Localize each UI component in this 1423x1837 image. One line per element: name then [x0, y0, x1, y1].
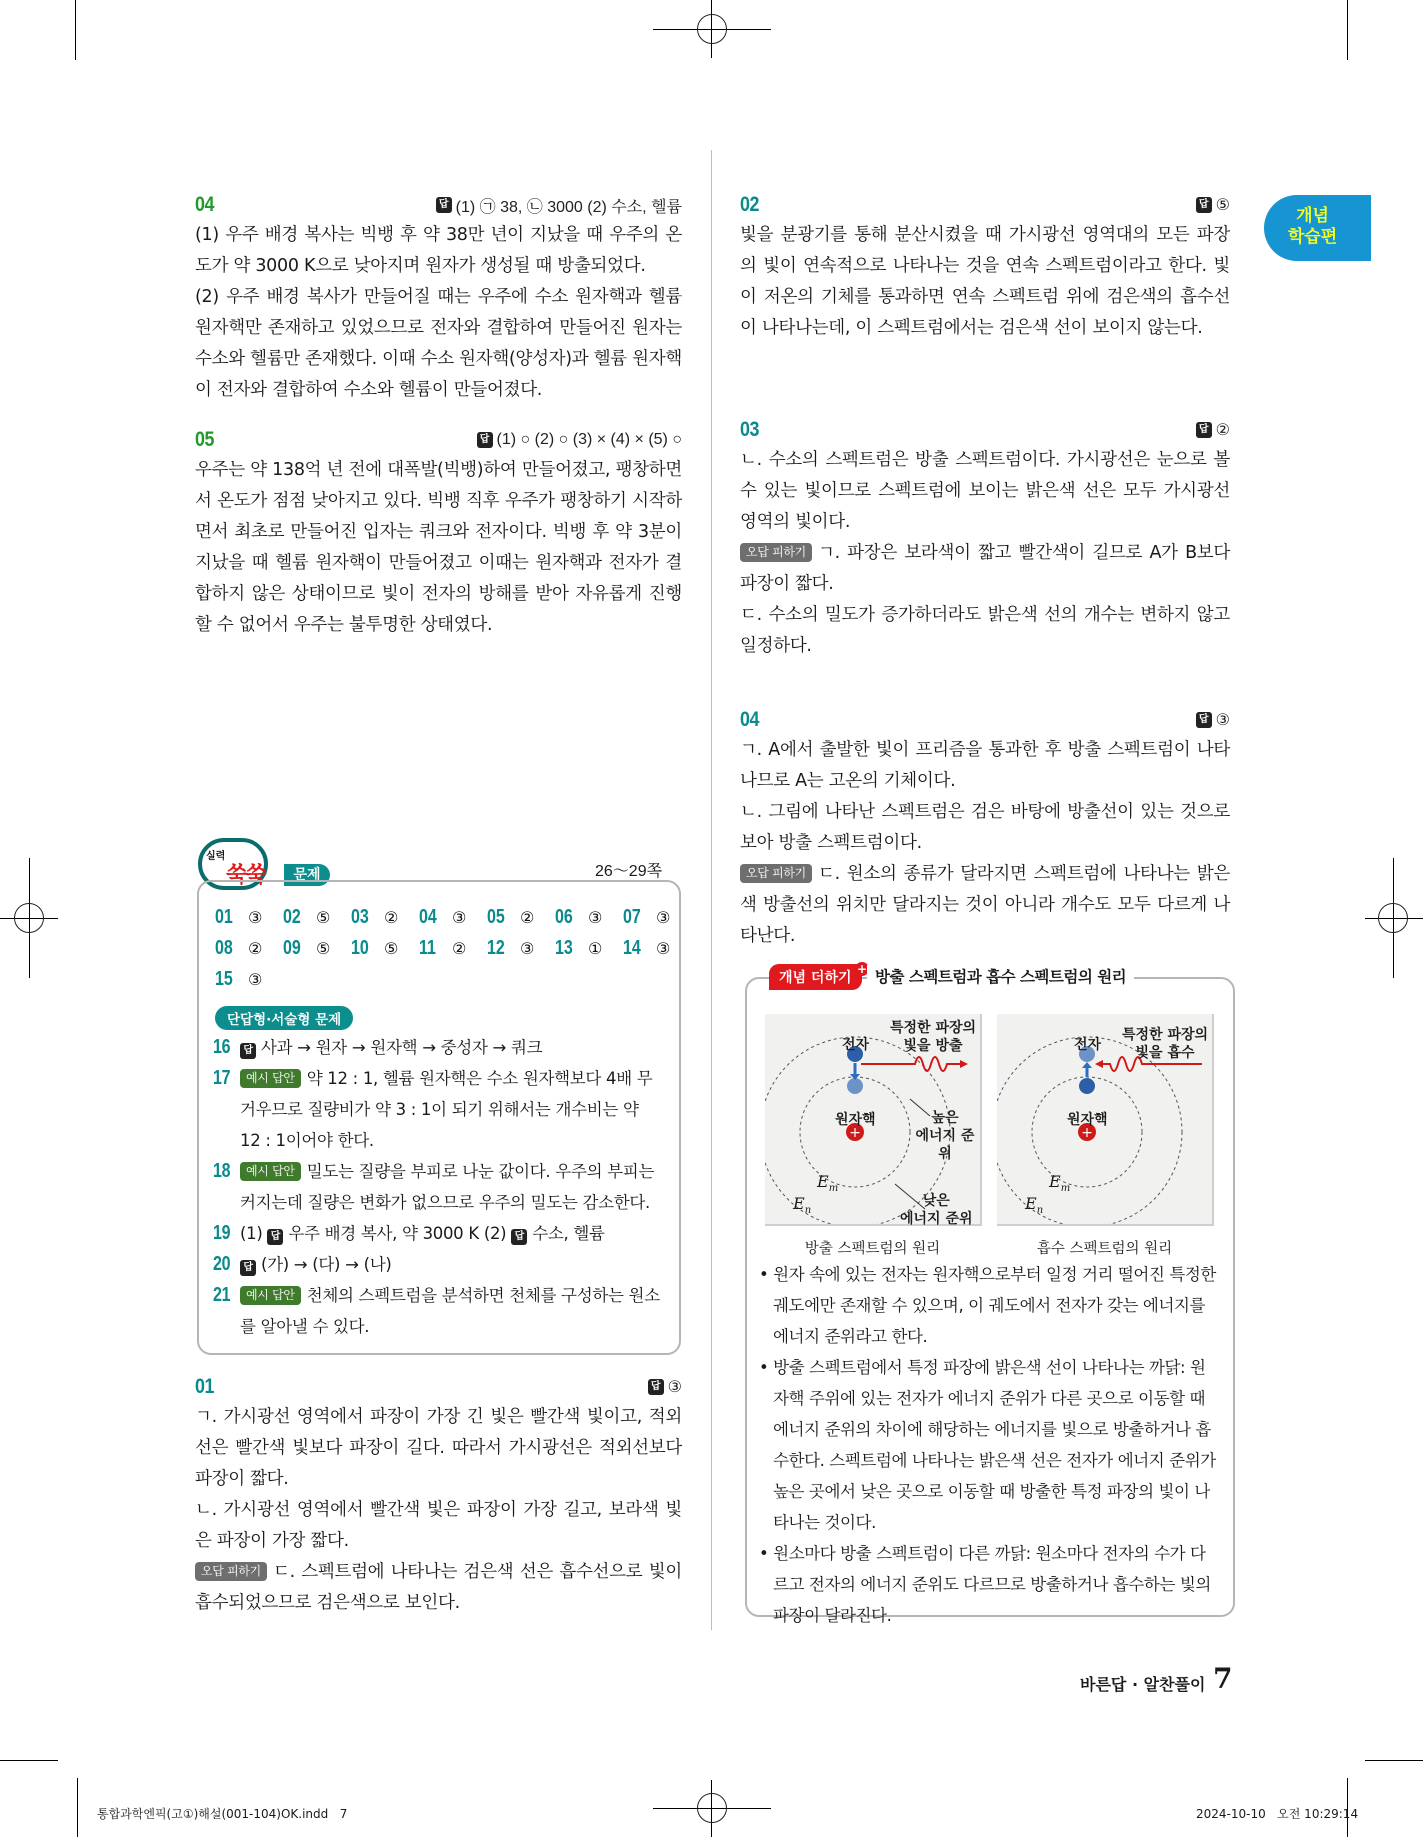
explanation: ㄴ. 그림에 나타난 스펙트럼은 검은 바탕에 방출선이 있는 것으로 보아 방출 스펙트럼이다. [740, 802, 1230, 853]
short-answer-item: 18 예시 답안 밀도는 질량을 부피로 나눈 값이다. 우주의 부피는 커지는데 질량은 변화가 없으므로 우주의 밀도는 감소한다. [213, 1160, 655, 1212]
book-title: 바른답 · 알찬풀이 [1080, 1675, 1206, 1694]
answer-item: 06 ③ [555, 905, 603, 928]
concept-plus-tag: 개념 더하기 [769, 964, 862, 990]
wrong-answer-tag: 오답 피하기 [740, 543, 812, 562]
explanation: ㄱ. A에서 출발한 빛이 프리즘을 통과한 후 방출 스펙트럼이 나타나므로 A는 고온의 기체이다. [740, 740, 1230, 791]
wrong-answer-tag: 오답 피하기 [740, 864, 812, 883]
crop-mark [1347, 0, 1348, 60]
bullet-item: • 방출 스펙트럼에서 특정 파장에 밝은색 선이 나타나는 까닭: 원자핵 주위에 있는 전자가 에너지 준위가 다른 곳으로 이동할 때 에너지 준위의 차이에 해당하는 에너지를 빛으로 방출하거나 흡수한다. 스펙트럼에 나타나는 밝은색 선은 전자가 에너지 준위가 높은 곳에서 낮은 곳으로 이동할 때 방출한 특정 파장의 빛이 나타나는 것이다. [759, 1358, 1216, 1532]
label-high-level: 높은 에너지 준위 [915, 1110, 975, 1162]
short-answer-item: 21 예시 답안 천체의 스펙트럼을 분석하면 천체를 구성하는 원소를 알아낼 수 있다. [213, 1284, 660, 1336]
short-answer-item: 20 답 (가) → (다) → (나) [213, 1253, 392, 1275]
answer-item: 10 ⑤ [351, 936, 399, 959]
explanation: 오답 피하기 ㄷ. 원소의 종류가 달라지면 스펙트럼에 나타나는 밝은색 방출선의 위치만 달라지는 것이 아니라 개수도 모두 다르게 나타난다. [740, 864, 1230, 946]
example-answer-tag: 예시 답안 [240, 1286, 301, 1305]
crop-mark [77, 1778, 78, 1837]
bullet-item: • 원소마다 방출 스펙트럼이 다른 까닭: 원소마다 전자의 수가 다르고 전자의 에너지 준위도 다르므로 방출하거나 흡수하는 빛의 파장이 달라진다. [759, 1544, 1211, 1625]
answer [1196, 195, 1230, 215]
section-tab [1264, 195, 1371, 261]
question-number: 01 [195, 1375, 215, 1398]
short-answer-item: 19 (1) 답 우주 배경 복사, 약 3000 K (2) 답 수소, 헬륨 [213, 1222, 605, 1244]
answer-icon: 답 [1196, 197, 1212, 213]
page-range: 26～29쪽 [595, 863, 663, 880]
plus-icon: + [856, 962, 868, 976]
answer [436, 194, 682, 217]
right-q02 [740, 190, 1230, 344]
answer-text: ③ [667, 1379, 682, 1396]
question-number: 04 [195, 193, 215, 216]
short-answer-item: 16 답 사과 → 원자 → 원자핵 → 중성자 → 쿼크 [213, 1036, 543, 1058]
section-tab-line1: 개념 [1296, 206, 1329, 226]
label-em: $E_m$ [1049, 1172, 1071, 1195]
short-answer-list [213, 1032, 663, 1342]
answer-icon: 답 [267, 1229, 283, 1245]
bullet-item: • 원자 속에 있는 전자는 원자핵으로부터 일정 거리 떨어진 특정한 궤도에만 존재할 수 있으며, 이 궤도에서 전자가 갖는 에너지를 에너지 준위라고 한다. [759, 1265, 1216, 1346]
answer-icon: 답 [1196, 422, 1212, 438]
short-answer-heading: 단답형·서술형 문제 [215, 1006, 353, 1030]
answer-text: ② [1215, 422, 1230, 439]
short-answer-item: 17 예시 답안 약 12 : 1, 헬륨 원자핵은 수소 원자핵보다 4배 무거우므로 질량비가 약 3 : 1이 되기 위해서는 개수비는 약 12 : 1이어야 한다. [213, 1067, 653, 1150]
explanation: ㄴ. 수소의 스펙트럼은 방출 스펙트럼이다. 가시광선은 눈으로 볼 수 있는 빛이므로 스펙트럼에 보이는 밝은색 선은 모두 가시광선 영역의 빛이다. [740, 450, 1230, 532]
crop-mark [0, 1760, 58, 1761]
answer-item: 15 ③ [215, 967, 263, 990]
emission-diagram [765, 1014, 982, 1226]
concept-title: 방출 스펙트럼과 흡수 스펙트럼의 원리 [867, 965, 1134, 987]
badge-big: 쑥쑥 [226, 863, 265, 888]
label-low-level: 낮은 에너지 준위 [900, 1193, 973, 1227]
crop-mark [75, 0, 76, 60]
crop-mark [1365, 1760, 1423, 1761]
answer-item: 14 ③ [623, 936, 671, 959]
example-answer-tag: 예시 답안 [240, 1162, 301, 1181]
answer [1196, 420, 1230, 440]
answer-item: 09 ⑤ [283, 936, 331, 959]
answer-item: 04 ③ [419, 905, 467, 928]
label-en: $E_n$ [793, 1194, 812, 1217]
label-nucleus: 원자핵 [1067, 1112, 1108, 1128]
timestamp: 2024-10-10 오전 10:29:14 [1196, 1807, 1359, 1821]
emission-caption: 방출 스펙트럼의 원리 [804, 1241, 941, 1257]
answer-icon: 답 [511, 1229, 527, 1245]
answer [477, 431, 682, 449]
label-en: $E_n$ [1025, 1194, 1044, 1217]
answer-item: 01 ③ [215, 905, 263, 928]
page-number: 7 [1213, 1662, 1233, 1695]
absorption-diagram [997, 1014, 1214, 1226]
registration-mark [697, 1793, 727, 1823]
label-electron: 전자 [842, 1037, 870, 1053]
question-number: 04 [740, 708, 760, 731]
explanation: 빛을 분광기를 통해 분산시켰을 때 가시광선 영역대의 모든 파장의 빛이 연속적으로 나타나는 것을 연속 스펙트럼이라고 한다. 빛이 저온의 기체를 통과하면 연속 스펙트럼 위에 검은색의 흡수선이 나타나는데, 이 스펙트럼에서는 검은색 선이 보이지 않는다. [740, 225, 1230, 338]
answer-item: 08 ② [215, 936, 263, 959]
explanation: (2) 우주 배경 복사가 만들어질 때는 우주에 수소 원자핵과 헬륨 원자핵만 존재하고 있었으므로 전자와 결합하여 만들어진 원자는 수소와 헬륨만 존재했다. 이때 수소 원자핵(양성자)과 헬륨 원자핵이 전자와 결합하여 수소와 헬륨이 만들어졌다. [195, 287, 682, 400]
label-em: $E_m$ [817, 1172, 839, 1195]
answer-icon: 답 [477, 432, 493, 448]
practice-answer-box [197, 880, 681, 1355]
answer-icon: 답 [240, 1260, 256, 1276]
answer-text: ③ [1215, 712, 1230, 729]
explanation: 우주는 약 138억 년 전에 대폭발(빅뱅)하여 만들어졌고, 팽창하면서 온도가 점점 낮아지고 있다. 빅뱅 직후 우주가 팽창하기 시작하면서 최초로 만들어진 입자는 쿼크와 전자이다. 빅뱅 후 약 3분이 지났을 때 헬륨 원자핵이 만들어졌고 이때는 원자핵과 전자가 결합하지 않은 상태이므로 빛이 전자의 방해를 받아 자유롭게 진행할 수 없어서 우주는 불투명한 상태였다. [195, 460, 682, 635]
column-divider [711, 150, 712, 1630]
answer-item: 03 ② [351, 905, 399, 928]
explanation: 오답 피하기 ㄷ. 스펙트럼에 나타나는 검은색 선은 흡수선으로 빛이 흡수되었으므로 검은색으로 보인다. [195, 1562, 682, 1613]
question-number: 05 [195, 428, 215, 451]
left-q05 [195, 425, 682, 641]
example-answer-tag: 예시 답안 [240, 1069, 301, 1088]
wrong-answer-tag: 오답 피하기 [195, 1562, 267, 1581]
explanation: ㄴ. 가시광선 영역에서 빨간색 빛은 파장이 가장 길고, 보라색 빛은 파장이 가장 짧다. [195, 1500, 682, 1551]
label-electron: 전자 [1074, 1037, 1102, 1053]
section-tab-line2: 학습편 [1287, 227, 1338, 247]
answer-icon: 답 [648, 1379, 664, 1395]
explanation: ㄱ. 가시광선 영역에서 파장이 가장 긴 빛은 빨간색 빛이고, 적외선은 빨간색 빛보다 파장이 길다. 따라서 가시광선은 적외선보다 파장이 짧다. [195, 1407, 682, 1489]
explanation: (1) 우주 배경 복사는 빅뱅 후 약 38만 년이 지났을 때 우주의 온도가 약 3000 K으로 낮아지며 원자가 생성될 때 방출되었다. [195, 225, 682, 276]
svg-text:+: + [1081, 1125, 1093, 1141]
answer [648, 1377, 682, 1397]
left-q04 [195, 190, 682, 406]
label-light: 특정한 파장의 빛을 방출 [890, 1020, 977, 1054]
answer-item: 11 ② [419, 936, 467, 959]
answer-item: 07 ③ [623, 905, 671, 928]
answer-text: (1) ㉠ 38, ㉡ 3000 (2) 수소, 헬륨 [455, 198, 682, 216]
answer-item: 12 ③ [487, 936, 535, 959]
left-q01 [195, 1372, 682, 1619]
absorption-caption: 흡수 스펙트럼의 원리 [1036, 1241, 1173, 1257]
label-light: 특정한 파장의 빛을 흡수 [1122, 1027, 1209, 1061]
answer-icon: 답 [240, 1043, 256, 1059]
answer-icon: 답 [1196, 712, 1212, 728]
registration-mark [14, 903, 44, 933]
badge-label: 문제 [284, 864, 330, 886]
explanation: 오답 피하기 ㄱ. 파장은 보라색이 짧고 빨간색이 길므로 A가 B보다 파장이 짧다. [740, 543, 1230, 594]
right-q04 [740, 705, 1230, 952]
registration-mark [697, 14, 727, 44]
answer-item: 02 ⑤ [283, 905, 331, 928]
answer-text: ⑤ [1215, 197, 1230, 214]
file-info: 통합과학엔픽(고①)해설(001-104)OK.indd 7 [97, 1807, 348, 1821]
answer-item: 13 ① [555, 936, 603, 959]
concept-bullets [757, 1259, 1217, 1631]
badge-small: 실력 [206, 851, 226, 862]
answer-icon: 답 [436, 197, 452, 213]
answer-text: (1) ○ (2) ○ (3) × (4) × (5) ○ [496, 431, 682, 448]
svg-text:+: + [849, 1125, 861, 1141]
concept-plus-box [745, 962, 1235, 1625]
right-q03 [740, 415, 1230, 662]
question-number: 03 [740, 418, 760, 441]
explanation: ㄷ. 수소의 밀도가 증가하더라도 밝은색 선의 개수는 변하지 않고 일정하다. [740, 605, 1230, 656]
registration-mark [1378, 903, 1408, 933]
answer-grid [215, 904, 675, 992]
label-nucleus: 원자핵 [835, 1112, 876, 1128]
answer [1196, 710, 1230, 730]
question-number: 02 [740, 193, 760, 216]
answer-item: 05 ② [487, 905, 535, 928]
